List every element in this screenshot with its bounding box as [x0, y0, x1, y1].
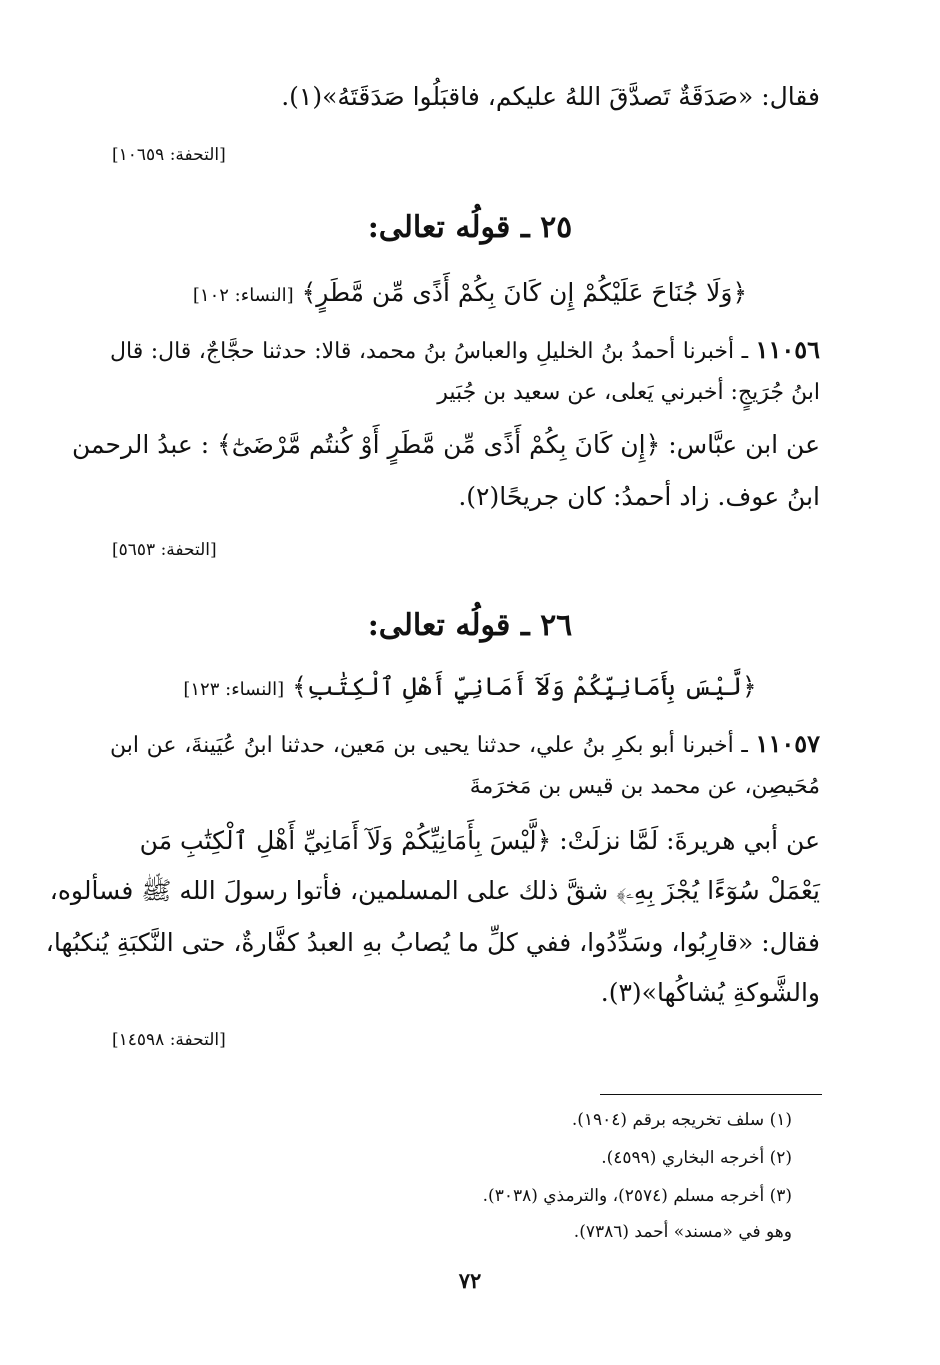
hadith-number: ١١٠٥٧ [755, 729, 820, 758]
section-heading-26: ٢٦ ـ قولُه تعالى: [367, 608, 573, 643]
tuhfa-reference: [التحفة: ٥٦٥٣] [112, 540, 217, 560]
hadith-line [110, 336, 820, 365]
hadith-text: ـ أخبرنا أحمدُ بنُ الخليلِ والعباسُ بنُ محمد، قالا: حدثنا حجَّاجٌ، قال: قال [110, 339, 756, 364]
hadith-number: ١١٠٥٦ [755, 335, 820, 364]
hadith-line: فقال: «قارِبُوا، وسَدِّدُوا، ففي كلِّ ما يُصابُ بهِ العبدُ كفَّارةٌ، حتى النَّكبَةِ يُنكبُها، [45, 928, 820, 957]
footnote: (٣) أخرجه مسلم (٢٥٧٤)، والترمذي (٣٠٣٨). [482, 1186, 792, 1206]
footnote: (١) سلف تخريجه برقم (١٩٠٤). [571, 1110, 792, 1130]
text-line: فقال: «صَدَقَةٌ تَصدَّقَ اللهُ عليكم، فاقبَلُوا صَدَقَتَهُ»(١). [281, 82, 820, 111]
verse-text: ﴿لَّيْسَ بِأَمَانِيِّكُمْ وَلَآ أَمَانِيِّ أَهْلِ ٱلْكِتَٰبِ﴾ [292, 672, 757, 701]
hadith-line: ابنُ جُرَيجٍ: أخبرني يَعلى، عن سعيد بن جُبَير [437, 380, 820, 405]
hadith-line: ابنُ عوف. زاد أحمدُ: كان جريحًا(٢). [458, 482, 820, 511]
footnote: (٢) أخرجه البخاري (٤٥٩٩). [601, 1148, 792, 1168]
hadith-line: عن أبي هريرةَ: لَمَّا نزلَتْ: ﴿لَّيْسَ بِأَمَانِيِّكُمْ وَلَآ أَمَانِيِّ أَهْلِ ٱلْكِتَٰبِ مَن [139, 826, 820, 855]
hadith-line: مُحَيصِن، عن محمد بن قيس بن مَخرَمةَ [469, 774, 820, 799]
tuhfa-reference: [التحفة: ١٤٥٩٨] [112, 1030, 226, 1050]
page-number: ٧٢ [458, 1268, 482, 1293]
hadith-line: والشَّوكةِ يُشاكُها»(٣). [600, 978, 820, 1007]
verse-text: ﴿وَلَا جُنَاحَ عَلَيْكُمْ إِن كَانَ بِكُمْ أَذًى مِّن مَّطَرٍ﴾ [301, 278, 748, 307]
section-heading-25: ٢٥ ـ قولُه تعالى: [367, 210, 573, 245]
hadith-line [110, 730, 820, 759]
tuhfa-reference: [التحفة: ١٠٦٥٩] [112, 145, 226, 165]
hadith-text: ـ أخبرنا أبو بكرِ بنُ علي، حدثنا يحيى بن مَعين، حدثنا ابنُ عُيَينةَ، عن ابن [110, 733, 756, 758]
verse-source: [النساء: ١٢٣] [183, 679, 285, 700]
quran-verse-25 [0, 278, 940, 307]
hadith-line: يَعْمَلْ سُوٓءًا يُجْزَ بِهِۦ﴾ شقَّ ذلك على المسلمين، فأتوا رسولَ الله ﷺ فسألوه، [49, 876, 820, 905]
quran-verse-26 [0, 672, 940, 701]
hadith-line: عن ابن عبَّاس: ﴿إِن كَانَ بِكُمْ أَذًى مِّن مَّطَرٍ أَوْ كُنتُم مَّرْضَىٰٓ﴾ : عبدُ الرحمن [72, 430, 820, 459]
footnote-separator [600, 1094, 822, 1095]
verse-source: [النساء: ١٠٢] [192, 285, 294, 306]
footnote: وهو في «مسند» أحمد (٧٣٨٦). [573, 1222, 792, 1242]
